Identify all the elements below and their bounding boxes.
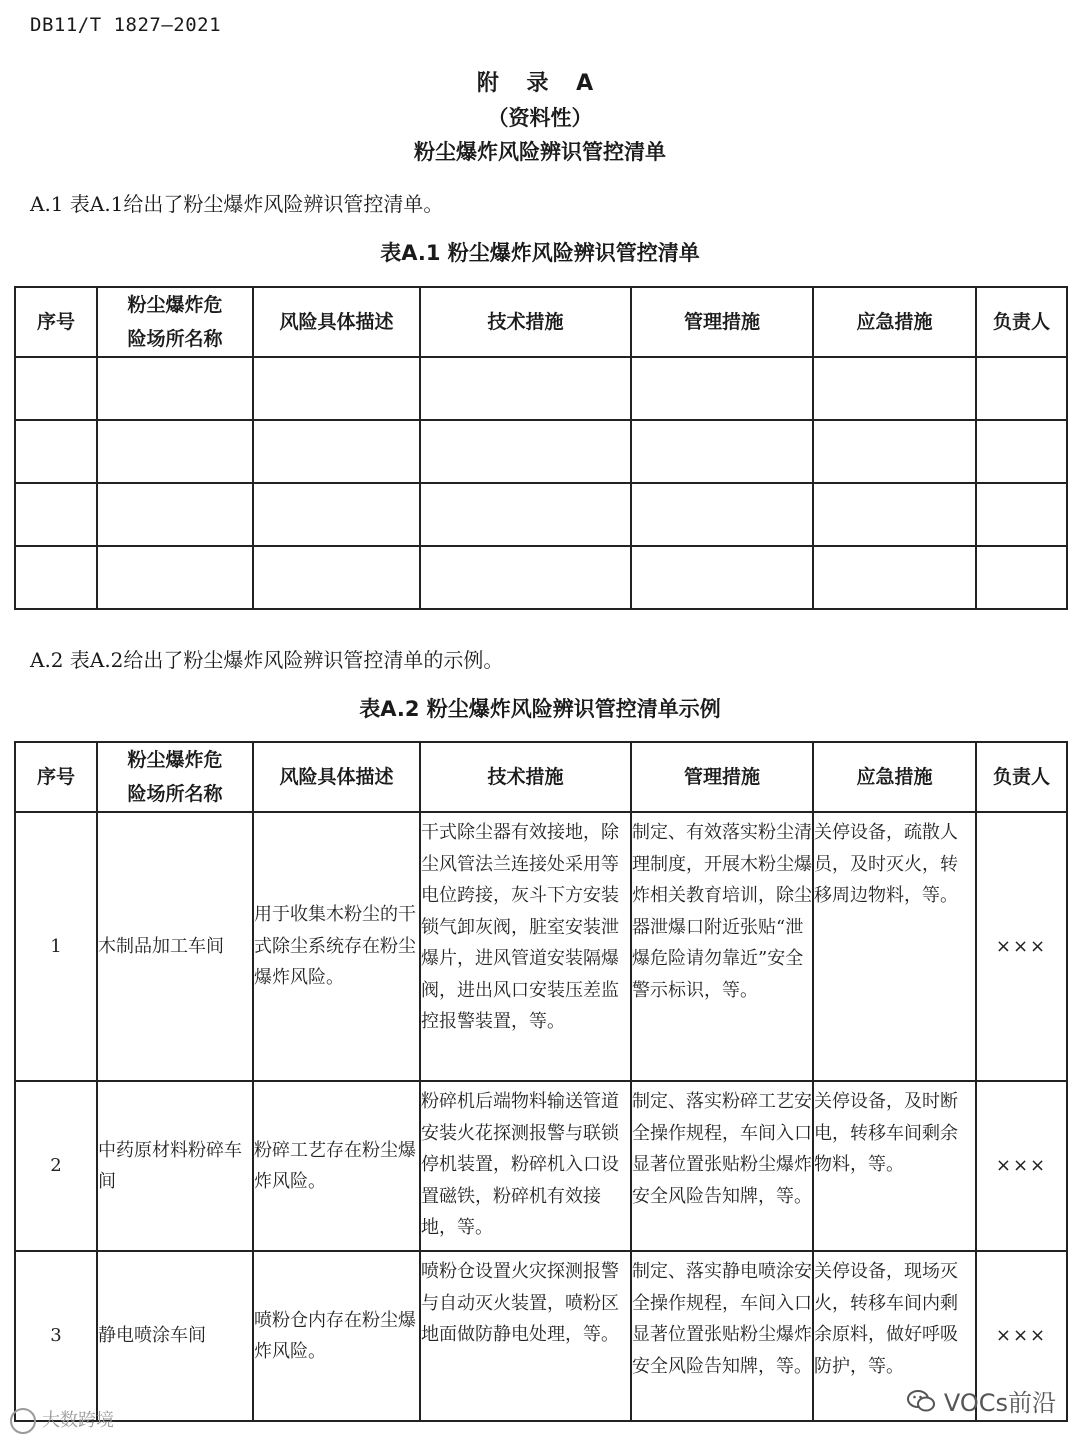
col-header-emergency: 应急措施 <box>813 742 976 812</box>
watermark-right <box>906 1383 1056 1418</box>
col-header-risk: 风险具体描述 <box>253 287 420 357</box>
row-mgmt: 制定、落实粉碎工艺安全操作规程，车间入口显著位置张贴粉尘爆炸安全风险告知牌，等。 <box>631 1081 813 1251</box>
col-header-emergency: 应急措施 <box>813 287 976 357</box>
table-row <box>15 420 1067 483</box>
table-cell <box>813 546 976 609</box>
table-cell <box>253 483 420 546</box>
row-emergency: 关停设备，现场灭火，转移车间内剩余原料，做好呼吸防护，等。 <box>813 1251 976 1421</box>
table-row <box>15 483 1067 546</box>
table-cell <box>253 420 420 483</box>
table-cell <box>631 546 813 609</box>
table-a1 <box>14 286 1068 610</box>
watermark-left-text: 大数跨境 <box>42 1410 114 1431</box>
col-header-person: 负责人 <box>976 287 1067 357</box>
table-cell <box>631 357 813 420</box>
table-cell <box>976 483 1067 546</box>
table-a2 <box>14 741 1068 1422</box>
row-mgmt: 制定、有效落实粉尘清理制度，开展木粉尘爆炸相关教育培训，除尘器泄爆口附近张贴“泄爆危险请勿靠近”安全警示标识，等。 <box>631 812 813 1081</box>
table-cell <box>253 357 420 420</box>
watermark-left <box>10 1406 114 1434</box>
table-header-row <box>15 287 1067 357</box>
table-row <box>15 357 1067 420</box>
col-header-risk: 风险具体描述 <box>253 742 420 812</box>
row-number: 3 <box>15 1251 97 1421</box>
row-emergency: 关停设备，疏散人员，及时灭火，转移周边物料，等。 <box>813 812 976 1081</box>
row-risk: 粉碎工艺存在粉尘爆炸风险。 <box>253 1081 420 1251</box>
table-cell <box>420 483 631 546</box>
appendix-name: 粉尘爆炸风险辨识管控清单 <box>414 140 666 164</box>
table-cell <box>976 420 1067 483</box>
col-header-person: 负责人 <box>976 742 1067 812</box>
table-cell <box>15 357 97 420</box>
table-cell <box>97 546 253 609</box>
standard-code: DB11/T 1827—2021 <box>30 14 222 36</box>
table-row <box>15 546 1067 609</box>
table-cell <box>813 483 976 546</box>
table-row <box>15 1081 1067 1251</box>
table-cell <box>15 546 97 609</box>
row-number: 2 <box>15 1081 97 1251</box>
table-cell <box>420 357 631 420</box>
weibo-logo-icon <box>10 1408 36 1434</box>
row-tech: 干式除尘器有效接地，除尘风管法兰连接处采用等电位跨接，灰斗下方安装锁气卸灰阀，脏室安装泄爆片，进风管道安装隔爆阀，进出风口安装压差监控报警装置，等。 <box>420 812 631 1081</box>
wechat-icon <box>906 1388 936 1414</box>
table-cell <box>97 357 253 420</box>
row-risk: 用于收集木粉尘的干式除尘系统存在粉尘爆炸风险。 <box>253 812 420 1081</box>
table-cell <box>97 420 253 483</box>
col-header-place: 粉尘爆炸危险场所名称 <box>97 287 253 357</box>
row-tech: 喷粉仓设置火灾探测报警与自动灭火装置，喷粉区地面做防静电处理，等。 <box>420 1251 631 1421</box>
table-a2-caption: 表A.2 粉尘爆炸风险辨识管控清单示例 <box>359 697 721 721</box>
col-header-tech: 技术措施 <box>420 742 631 812</box>
col-header-mgmt: 管理措施 <box>631 742 813 812</box>
table-cell <box>976 357 1067 420</box>
watermark-right-text: VOCs前沿 <box>943 1389 1056 1417</box>
table-cell <box>15 483 97 546</box>
table-row <box>15 812 1067 1081</box>
table-cell <box>976 546 1067 609</box>
row-number: 1 <box>15 812 97 1081</box>
section-a1-text: A.1 表A.1给出了粉尘爆炸风险辨识管控清单。 <box>30 192 444 216</box>
table-cell <box>420 546 631 609</box>
table-cell <box>631 483 813 546</box>
col-header-tech: 技术措施 <box>420 287 631 357</box>
table-cell <box>253 546 420 609</box>
col-header-no: 序号 <box>15 742 97 812</box>
row-person: ××× <box>976 1081 1067 1251</box>
table-cell <box>813 420 976 483</box>
table-a1-caption: 表A.1 粉尘爆炸风险辨识管控清单 <box>380 241 700 265</box>
appendix-nature: （资料性） <box>487 106 593 130</box>
row-risk: 喷粉仓内存在粉尘爆炸风险。 <box>253 1251 420 1421</box>
col-header-mgmt: 管理措施 <box>631 287 813 357</box>
appendix-title: 附 录 A <box>476 71 604 96</box>
row-emergency: 关停设备，及时断电，转移车间剩余物料，等。 <box>813 1081 976 1251</box>
row-mgmt: 制定、落实静电喷涂安全操作规程，车间入口显著位置张贴粉尘爆炸安全风险告知牌，等。 <box>631 1251 813 1421</box>
row-place: 静电喷涂车间 <box>97 1251 253 1421</box>
table-cell <box>15 420 97 483</box>
table-cell <box>97 483 253 546</box>
col-header-place: 粉尘爆炸危险场所名称 <box>97 742 253 812</box>
row-place: 木制品加工车间 <box>97 812 253 1081</box>
table-cell <box>631 420 813 483</box>
row-place: 中药原材料粉碎车间 <box>97 1081 253 1251</box>
table-cell <box>420 420 631 483</box>
table-header-row <box>15 742 1067 812</box>
section-a2-text: A.2 表A.2给出了粉尘爆炸风险辨识管控清单的示例。 <box>30 648 504 672</box>
col-header-no: 序号 <box>15 287 97 357</box>
row-person: ××× <box>976 1251 1067 1421</box>
row-person: ××× <box>976 812 1067 1081</box>
row-tech: 粉碎机后端物料输送管道安装火花探测报警与联锁停机装置，粉碎机入口设置磁铁，粉碎机有效接地，等。 <box>420 1081 631 1251</box>
table-cell <box>813 357 976 420</box>
